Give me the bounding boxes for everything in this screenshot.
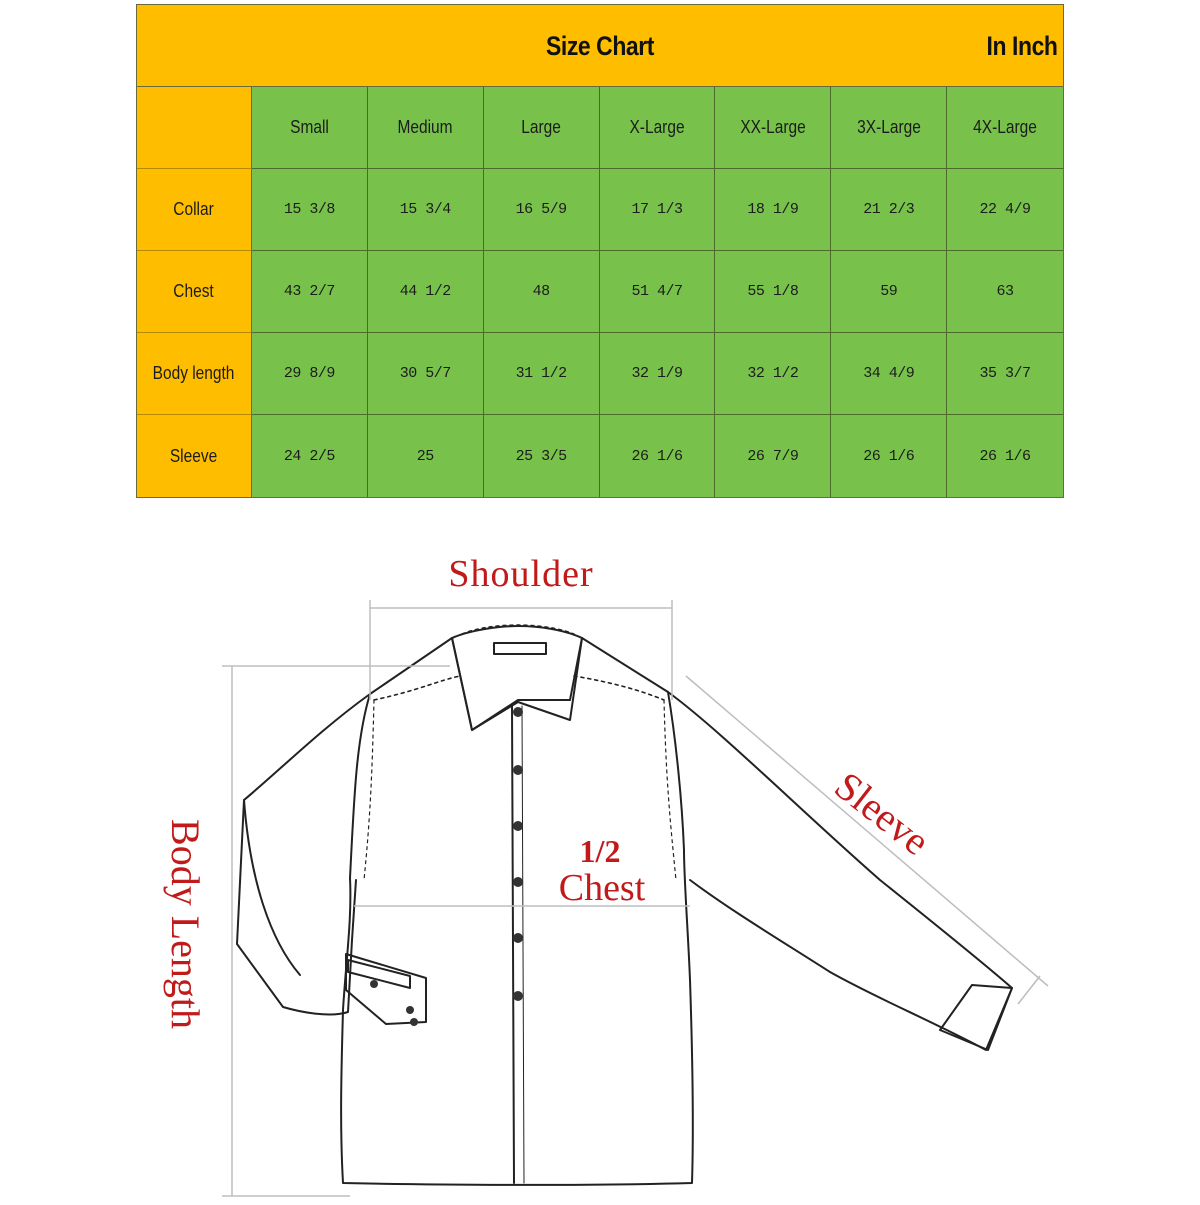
table-cell: 44 1/2 bbox=[368, 251, 484, 333]
table-cell: 17 1/3 bbox=[600, 169, 716, 251]
left-sleeve-inner-seam bbox=[244, 800, 300, 975]
table-cell: 26 1/6 bbox=[600, 415, 716, 497]
table-cell: 16 5/9 bbox=[484, 169, 600, 251]
yoke-stitch bbox=[374, 676, 664, 700]
table-cell: 26 1/6 bbox=[947, 415, 1063, 497]
body-length-label: Body Length bbox=[163, 819, 208, 1029]
table-cell: 29 8/9 bbox=[252, 333, 368, 415]
table-cell: 25 bbox=[368, 415, 484, 497]
table-cell: 15 3/8 bbox=[252, 169, 368, 251]
right-cuff bbox=[940, 985, 1012, 1050]
left-sleeve-outline bbox=[237, 694, 370, 1015]
shirt-body-outline bbox=[341, 638, 693, 1185]
table-cell: 15 3/4 bbox=[368, 169, 484, 251]
placket-line-2 bbox=[522, 706, 524, 1183]
size-header: Large bbox=[484, 87, 600, 169]
size-chart-title: Size Chart bbox=[545, 31, 654, 61]
size-chart-unit: In Inch bbox=[986, 31, 1057, 61]
collar-left-point bbox=[452, 638, 518, 730]
sleeve-label: Sleeve bbox=[826, 762, 939, 864]
size-header: Small bbox=[252, 87, 368, 169]
table-cell: 26 1/6 bbox=[831, 415, 947, 497]
table-cell: 55 1/8 bbox=[715, 251, 831, 333]
collar-right-point bbox=[518, 638, 582, 720]
row-label-body-length: Body length bbox=[137, 333, 252, 415]
button-icon bbox=[406, 1006, 414, 1014]
table-cell: 35 3/7 bbox=[947, 333, 1063, 415]
size-chart-grid bbox=[137, 87, 1063, 497]
row-label-sleeve: Sleeve bbox=[137, 415, 252, 497]
button-icon bbox=[513, 821, 523, 831]
table-cell: 21 2/3 bbox=[831, 169, 947, 251]
table-cell: 59 bbox=[831, 251, 947, 333]
size-header: 3X-Large bbox=[831, 87, 947, 169]
shirt-measurement-diagram bbox=[0, 520, 1200, 1200]
table-cell: 51 4/7 bbox=[600, 251, 716, 333]
table-cell: 43 2/7 bbox=[252, 251, 368, 333]
collar-tag bbox=[494, 643, 546, 654]
table-cell: 25 3/5 bbox=[484, 415, 600, 497]
table-cell: 32 1/2 bbox=[715, 333, 831, 415]
table-cell: 63 bbox=[947, 251, 1063, 333]
button-icon bbox=[513, 707, 523, 717]
button-icon bbox=[513, 877, 523, 887]
table-cell: 22 4/9 bbox=[947, 169, 1063, 251]
button-icon bbox=[513, 933, 523, 943]
size-header: 4X-Large bbox=[947, 87, 1063, 169]
size-header: X-Large bbox=[600, 87, 716, 169]
table-cell: 26 7/9 bbox=[715, 415, 831, 497]
placket-line bbox=[512, 706, 514, 1183]
table-cell: 48 bbox=[484, 251, 600, 333]
chest-label: Chest bbox=[558, 867, 646, 909]
table-cell: 31 1/2 bbox=[484, 333, 600, 415]
size-header: Medium bbox=[368, 87, 484, 169]
button-icon bbox=[513, 765, 523, 775]
button-icon bbox=[410, 1018, 418, 1026]
row-label-chest: Chest bbox=[137, 251, 252, 333]
shirt-illustration bbox=[0, 520, 1200, 1200]
row-label-collar: Collar bbox=[137, 169, 252, 251]
button-icon bbox=[370, 980, 378, 988]
corner-cell bbox=[137, 87, 252, 169]
chest-fraction-label: 1/2 bbox=[579, 833, 621, 869]
right-sleeve-outline bbox=[668, 692, 1012, 1050]
size-chart-title-bar bbox=[137, 5, 1063, 87]
table-cell: 18 1/9 bbox=[715, 169, 831, 251]
table-cell: 24 2/5 bbox=[252, 415, 368, 497]
button-icon bbox=[513, 991, 523, 1001]
table-cell: 30 5/7 bbox=[368, 333, 484, 415]
sleeve-measure-line bbox=[686, 676, 1048, 986]
left-cuff bbox=[346, 954, 426, 1024]
table-cell: 32 1/9 bbox=[600, 333, 716, 415]
size-header: XX-Large bbox=[715, 87, 831, 169]
shoulder-label: Shoulder bbox=[448, 553, 594, 595]
armhole-stitch-left bbox=[364, 700, 374, 880]
table-cell: 34 4/9 bbox=[831, 333, 947, 415]
shirt-buttons bbox=[370, 707, 523, 1026]
sleeve-tick-end bbox=[1018, 976, 1040, 1004]
size-chart-table bbox=[136, 4, 1064, 498]
